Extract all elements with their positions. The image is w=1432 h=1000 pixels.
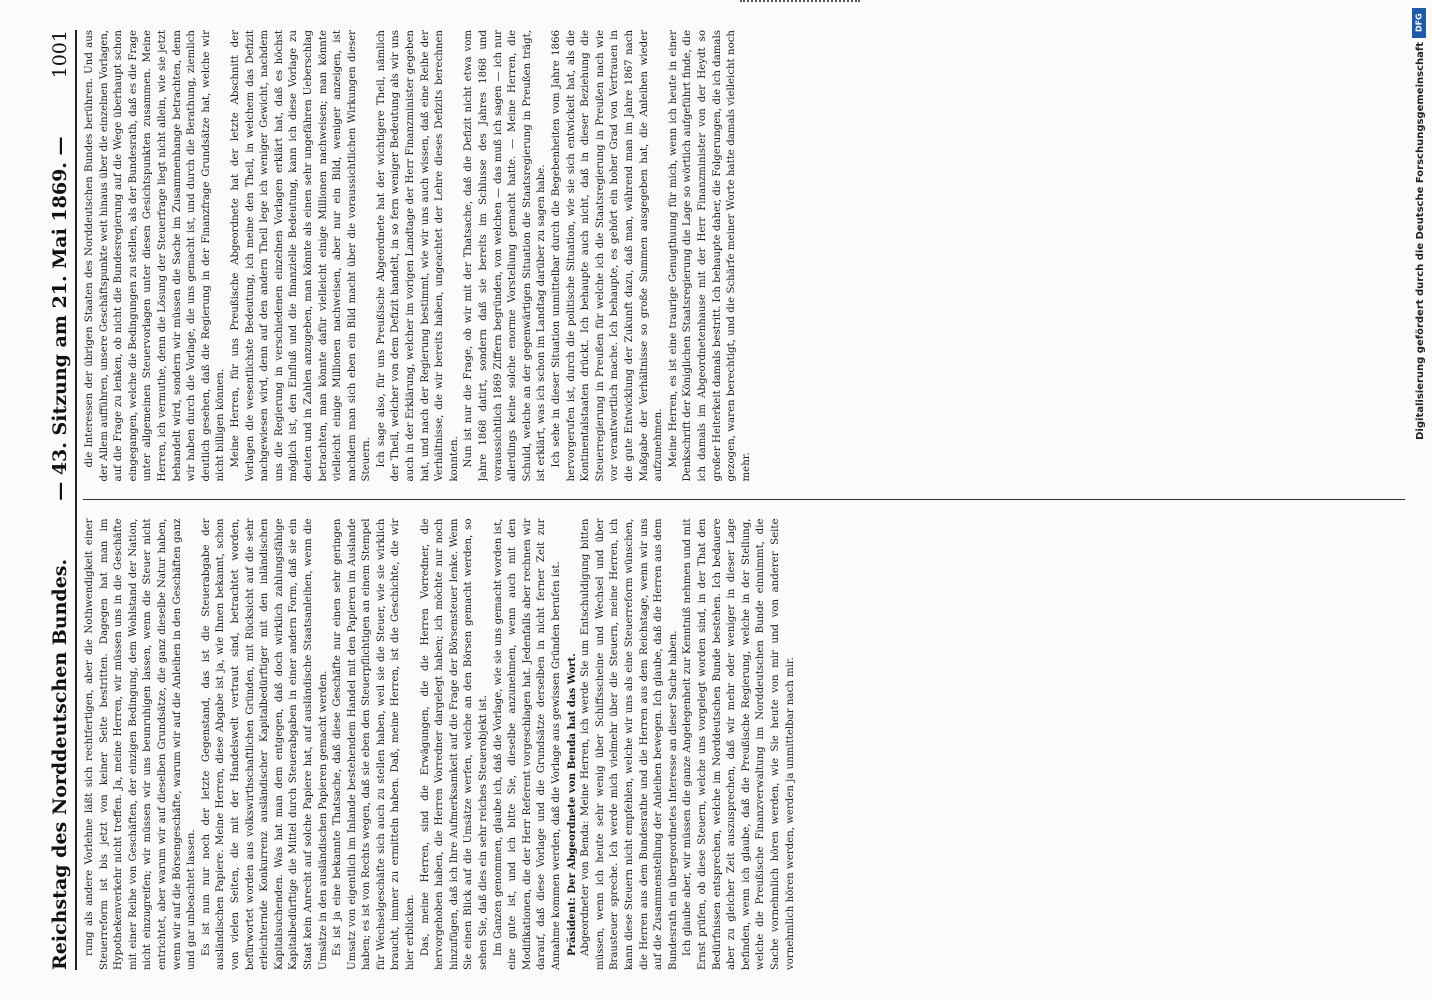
right-column (83, 30, 1405, 482)
paragraph: Meine Herren, es ist eine traurige Genugthuung für mich, wenn ich heute in einer Denkschrift der Königlichen Staatsregierung die Lage so wörtlich aufgeführt finde, die ich damals im Abgeordnetenhause mit der Herr Finanzminister von der Heydt so großer Heiterkeit damals bestritt. Ich behaupte daher, die Folgerungen, die ich damals gezogen, waren berechtigt, und die Schärfe meiner Worte hatte damals vielleicht noch mehr. (667, 30, 752, 482)
paragraph: Ich glaube aber, wir müssen die ganze Angelegenheit zur Kenntniß nehmen und mit Ernst prüfen, ob diese Steuern, welche uns vorgelegt worden sind, in der That den Bedürfnissen entsprechen, welche im Norddeutschen Bunde bestehen. Ich bedauere aber zu gleicher Zeit auszusprechen, daß wir mehr oder weniger in dieser Lage befinden, wenn ich glaube, daß die Preußische Regierung, welche in der Stellung, welche die Preußische Finanzverwaltung im Norddeutschen Bunde einnimmt, die Sache vornehmlich hören werden, wie Sie heute von mir und von anderer Seite vornehmlich hören werden, werden ja unmittelbar nach mir. (682, 518, 796, 970)
paragraph: Das, meine Herren, sind die Erwägungen, die die Herren Vorredner, die hervorgehoben haben, die Herren Vorredner dargelegt haben; ich möchte nur noch hinzufügen, daß ich Ihre Aufmerksamkeit auf die Frage der Börsensteuer lenke. Wenn Sie einen Blick auf die Umsätze werfen, welche an den Börsen gemacht werden, so sehen Sie, daß dies ein sehr reiches Steuerobjekt ist. (419, 518, 490, 970)
paragraph: rung als andere Vorlehne läßt sich rechtfertigen, aber die Nothwendigkeit einer Steuerreform ist bis jetzt von keiner Seite bestritten. Dagegen hat man im Hypothekenverkehr nicht treffen. Ja, meine Herren, wir müssen uns in die Geschäfte mit einer Reihe von Geschäften, der einzigen Bedingung, dem Wohlstand der Nation, nicht einzugreifen; wir müssen wir uns beunruhigen lassen, wenn die Steuer nicht entrichtet, aber warum wir auf dieselben Grundsätze, die ganz dieselbe Natur haben, wenn wir auf die Börsengeschäfte, warum wir auf die Anleihen in den Geschäften ganz und gar unbeachtet lassen. (84, 518, 198, 970)
rotated-document (35, 20, 1415, 980)
text-columns (83, 30, 1405, 970)
paragraph: Es ist ja eine bekannte Thatsache, daß diese Geschäfte nur einen sehr geringen Umsatz von eigentlich im Inlande bestehendem Handel mit den Papieren im Auslande haben; es ist von Rechts wegen, daß sie eben den Steuerpflichtigen an einem Stempel für Wechselgeschäfte sich auch zu stellen haben, weil sie die Steuer, wie sie wirklich braucht, immer zu ermitteln haben. Daß, meine Herren, ist die Geschichte, die wir hier erblicken. (332, 518, 417, 970)
column-divider (83, 500, 1405, 501)
running-title: Reichstag des Norddeutschen Bundes. (49, 558, 71, 970)
paragraph: Meine Herren, für uns Preußische Abgeordnete hat der letzte Abschnitt der Vorlagen die wesentlichste Bedeutung, ich meine den Theil, in welchem das Defizit nachgewiesen wird, denn auf den andern Theil lege ich weniger Gewicht, nachdem uns die Regierung in verschiedenen einzelnen Vorlagen erklärt hat, daß es höchst möglich ist, den Einfluß und die finanzielle Bedeutung, kann ich diese Vorlage zu deuten und in Zahlen anzugeben, man könnte als einen sehr ungefähren Ueberschlag betrachten, man könnte dafür vielleicht einige Millionen nachweisen; man könnte vielleicht einige Millionen nachweisen, aber nur ein Bild, weniger anzeigen, ist nachdem man sich eben ein Bild macht über die voraussichtlichen Wirkungen dieser Steuern. (229, 30, 373, 482)
page-header (45, 30, 77, 970)
paragraph: Ich sage also, für uns Preußische Abgeordnete hat der wichtigere Theil, nämlich der Theil, welcher von dem Defizit handelt, in so fern weniger Bedeutung als wir uns auch in der Erklärung, welcher im vorigen Landtage der Herr Finanzminister gegeben hat, und nach der Regierung bestimmt, wie wir uns auch wissen, daß eine Reihe der Verhältnisse, die wir bereits haben, ungeachtet der Lehre dieses Defizits berechnen konnten. (375, 30, 460, 482)
paragraph: Nun ist nur die Frage, ob wir mit der Thatsache, daß die Defizit nicht etwa vom Jahre 1868 datirt, sondern daß sie bereits im Schlusse des Jahres 1868 und voraussichtlich 1869 Ziffern begründen, von welchen — das muß ich sagen — ich nur allerdings keine solche enorme Vorstellung gemacht hatte. — Meine Herren, die Schuld, welche an der gegenwärtigen Situation die Staatsregierung in Preußen trägt, ist erklärt, was ich schon im Landtag darüber zu sagen habe. (463, 30, 548, 482)
page-number: 1001 (49, 30, 71, 79)
page-edge-mark (740, 0, 860, 6)
paragraph: die Interessen der übrigen Staaten des Norddeutschen Bundes berühren. Und aus der Allem aufführen, unsere Geschäftspunkte weit hinaus über die einzelnen Vorlagen, auf die Frage zu lenken, ob nicht die Bundesregierung auf die Wege überhaupt schon eingegangen, welche die Bedingungen zu stellen, als der Bundesrath, daß es die Frage unter allgemeinen Steuervorlagen unter diesen Gesichtspunkten zusammen. Meine Herren, ich vermuthe, denn die Lösung der Steuerfrage liegt nicht allein, wie sie jetzt behandelt wird, sondern wir müssen die Sache im Zusammenhange betrachten, denn wir haben durch die Vorlage, die uns gemacht ist, und durch die Berathung, ziemlich deutlich gesehen, daß die Regierung in der Finanzfrage Grundsätze hat, welche wir nicht billigen können. (84, 30, 227, 482)
paragraph: Im Ganzen genommen, glaube ich, daß die Vorlage, wie sie uns gemacht worden ist, eine gute ist, und ich bitte Sie, dieselbe anzunehmen, wenn auch mit den Modifikationen, die der Herr Referent vorgeschlagen hat. Jedenfalls aber rechnen wir darauf, daß diese Vorlage und die Grundsätze derselben in nicht ferner Zeit zur Annahme kommen werden, daß die Vorlage aus gewissen Gründen berufen ist. (492, 518, 562, 970)
paragraph: Abgeordneter von Benda: Meine Herren, ich werde Sie um Entschuldigung bitten müssen, wenn ich heute sehr wenig über Schiffsscheine und Wechsel und über Brausteuer spreche. Ich werde mich vielmehr über die Steuern, meine Herren, ich kann diese Steuern nicht empfehlen, welche wir uns als eine Steuerreform wünschen, die Herren aus dem Bundesrathe und die Herren aus dem Reichstage, wenn wir uns auf die Zusammenstellung der Anleihen bewegen. Ich glaube, daß die Herren aus dem Bundesrath ein übergeordnetes Interesse an dieser Sache haben. (580, 518, 679, 970)
paragraph: Ich sehe in dieser Situation unmittelbar durch die Begebenheiten vom Jahre 1866 hervorgerufen ist, durch die politische Situation, wie sie sich entwickelt hat, als die Kontinentalstaaten drückt. Ich behaupte auch nicht, daß in dieser Beziehung die Steuerregierung in Preußen für welche ich die Staatsregierung in Preußen nach wie vor verantwortlich mache. Ich behaupte, es gehört ein hoher Grad von Vertrauen in die gute Entwicklung der Zukunft dazu, daß man, während man im Jahre 1867 nach Maßgabe der Verhältnisse so große Summen ausgegeben hat, die Anleihen wieder aufzunehmen. (551, 30, 665, 482)
paragraph: Es ist nun nur noch der letzte Gegenstand, das ist die Steuerabgabe der ausländischen Papiere. Meine Herren, diese Abgabe ist ja, wie Ihnen bekannt, schon von vielen Seiten, die mit der Handelswelt vertraut sind, betrachtet worden, befürwortet worden aus volkswirthschaftlichen Gründen, mit Rücksicht auf die sehr erleichternde Konkurrenz ausländischer Kapitalbedürftiger mit den inländischen Kapitalsuchenden. Was hat man dem entgegen, daß doch wirklich zahlungsfähige Kapitalbedürftige die Mittel durch Steuerabgaben in einer andern Form, daß sie ein Staat kein Anrecht auf solche Papiere hat, auf ausländische Staatsanleihen, wenn die Umsätze in den ausländischen Papieren gemacht werden. (200, 518, 329, 970)
dfg-logo-badge: DFG (1412, 8, 1426, 38)
speaker-line: Präsident: Der Abgeordnete von Benda hat das Wort. (565, 653, 578, 956)
digitization-credit: Digitalisierung gefördert durch die Deutsche Forschungsgemeinschaft (1415, 42, 1426, 440)
session-title: — 43. Sitzung am 21. Mai 1869. — (49, 136, 71, 501)
left-column (83, 519, 1405, 971)
